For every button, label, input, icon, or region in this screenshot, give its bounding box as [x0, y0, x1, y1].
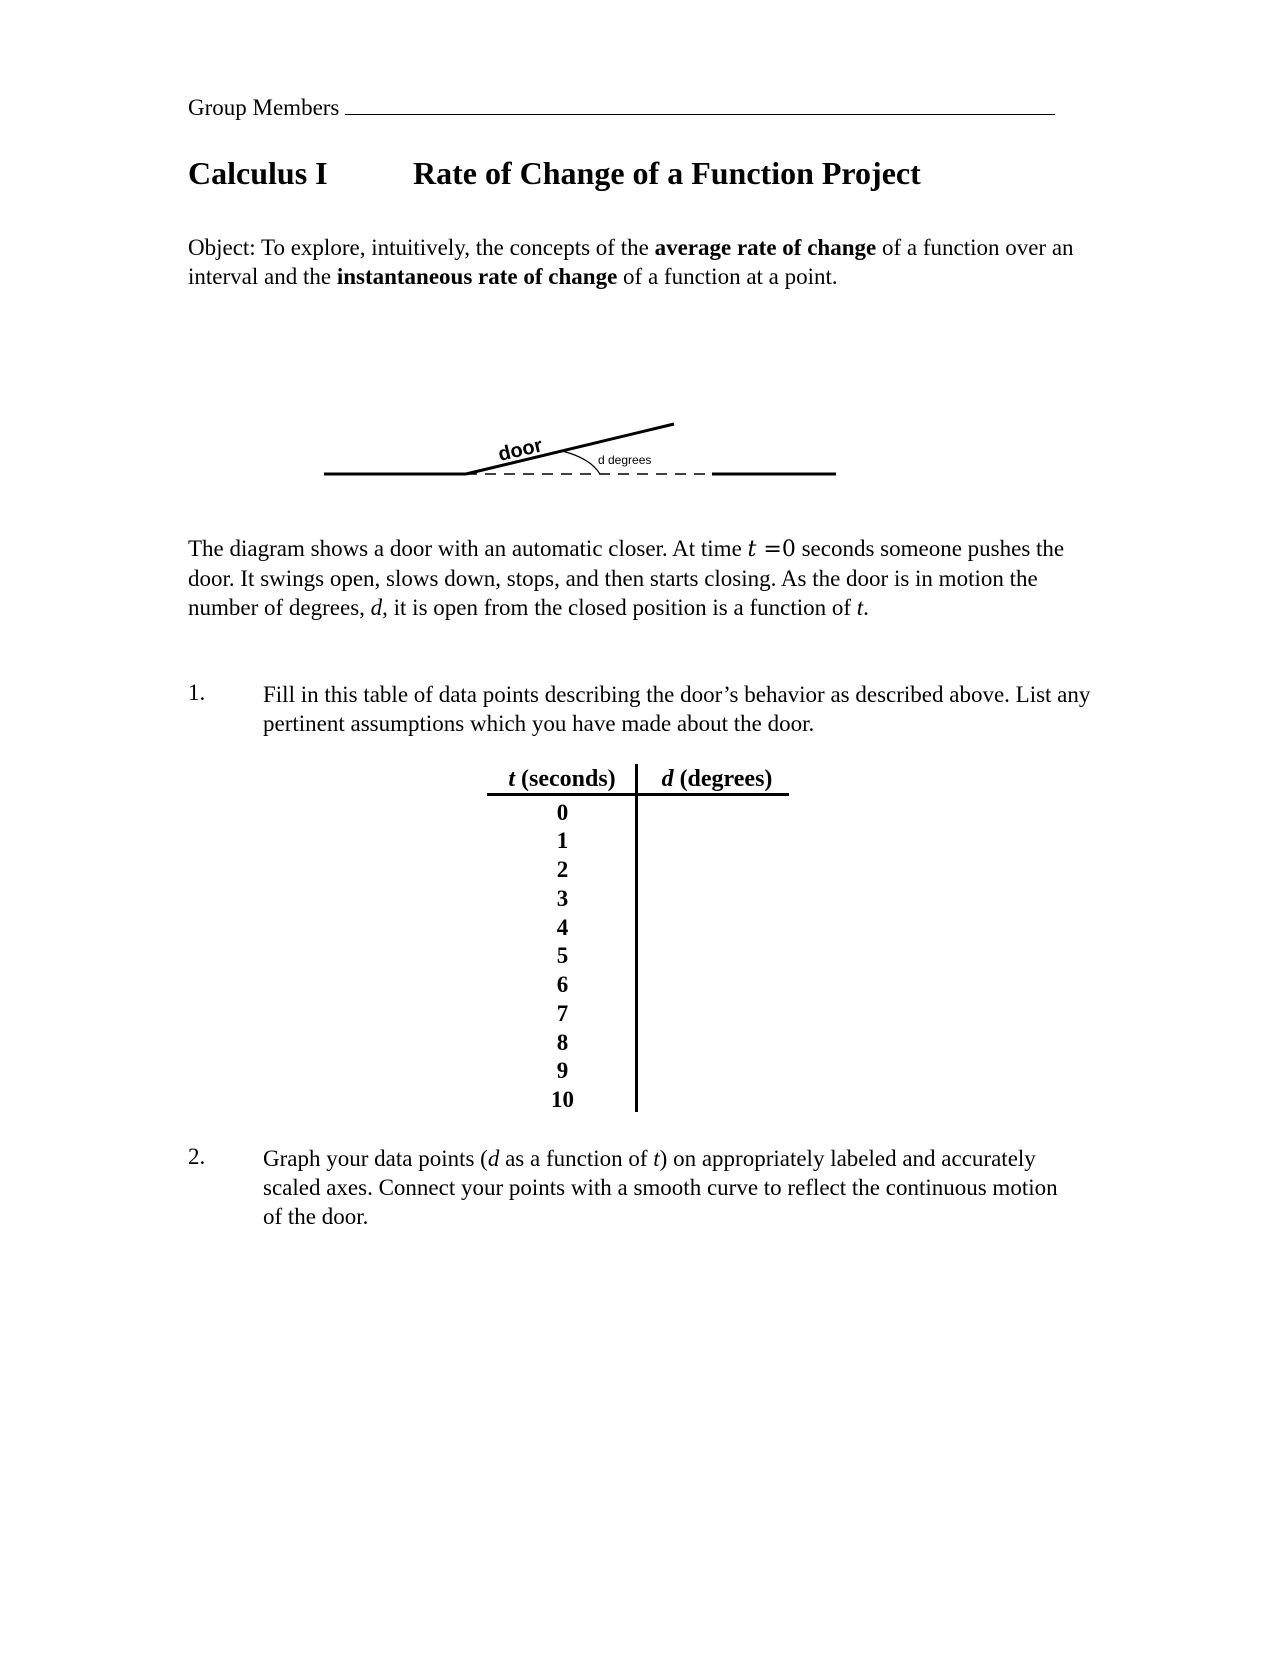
table-header-d-unit: (degrees): [673, 766, 773, 792]
objective-suffix: of a function at a point.: [617, 264, 838, 289]
t-value-3: 3: [556, 886, 569, 911]
t-equals-zero: =0: [756, 537, 796, 562]
description-part2: seconds someone pushes the door. It swings open, slows down, stops, and then starts closing. As the door is in motion the number of degrees,: [188, 536, 1065, 620]
table-header-t-var: t: [508, 766, 515, 792]
t-value-2: 2: [556, 857, 569, 882]
t-value-6: 6: [556, 972, 569, 997]
door-diagram: [0, 0, 1280, 520]
d-variable: d: [370, 595, 383, 620]
door-label: door: [496, 434, 545, 466]
group-members-label: Group Members: [188, 95, 340, 120]
angle-arc: [562, 451, 600, 474]
description-period: .: [863, 595, 869, 620]
t-variable-end: t: [856, 595, 864, 620]
question-2-mid: as a function of: [499, 1146, 654, 1171]
table-header-d: [652, 766, 782, 793]
question-1-text: Fill in this table of data points describing the door’s behavior as described above. List any pertinent assumptions which you have made about the door.: [263, 682, 1091, 736]
project-title: Rate of Change of a Function Project: [413, 155, 921, 191]
table-header-t-unit: (seconds): [515, 766, 616, 792]
course-title: Calculus I: [188, 155, 328, 191]
t-value-7: 7: [556, 1001, 569, 1026]
t-value-9: 9: [556, 1058, 569, 1083]
angle-label: d degrees: [598, 453, 652, 467]
question-2-t-var: t: [653, 1146, 660, 1171]
objective-term-instantaneous: instantaneous rate of change: [336, 264, 618, 289]
question-2-prefix: Graph your data points (: [263, 1146, 488, 1171]
table-divider: [635, 764, 638, 1112]
description-paragraph: [188, 534, 1088, 622]
question-2-number: 2.: [188, 1144, 206, 1169]
t-value-4: 4: [556, 915, 569, 940]
t-value-8: 8: [556, 1030, 569, 1055]
table-header-rule: [487, 793, 789, 796]
objective-prefix: Object: To explore, intuitively, the concepts of the: [188, 235, 655, 260]
description-part3: , it is open from the closed position is a function of: [382, 595, 857, 620]
table-header-t: [502, 766, 622, 793]
question-2-text: [263, 1144, 1063, 1231]
t-value-1: 1: [556, 828, 569, 853]
description-part1: The diagram shows a door with an automatic closer. At time: [188, 536, 748, 561]
question-2-d-var: d: [487, 1146, 500, 1171]
t-value-5: 5: [556, 943, 569, 968]
objective-middle: of a function over an interval and the: [188, 235, 1074, 289]
t-value-0: 0: [556, 800, 569, 825]
t-variable: t: [747, 537, 757, 562]
question-1-number: 1.: [188, 680, 206, 705]
question-2-suffix: ) on appropriately labeled and accurately scaled axes. Connect your points with a smooth curve to reflect the continuous motion of the door.: [263, 1146, 1058, 1229]
objective-term-average: average rate of change: [654, 235, 877, 260]
t-value-10: 10: [551, 1087, 574, 1112]
table-header-d-var: d: [661, 766, 674, 792]
